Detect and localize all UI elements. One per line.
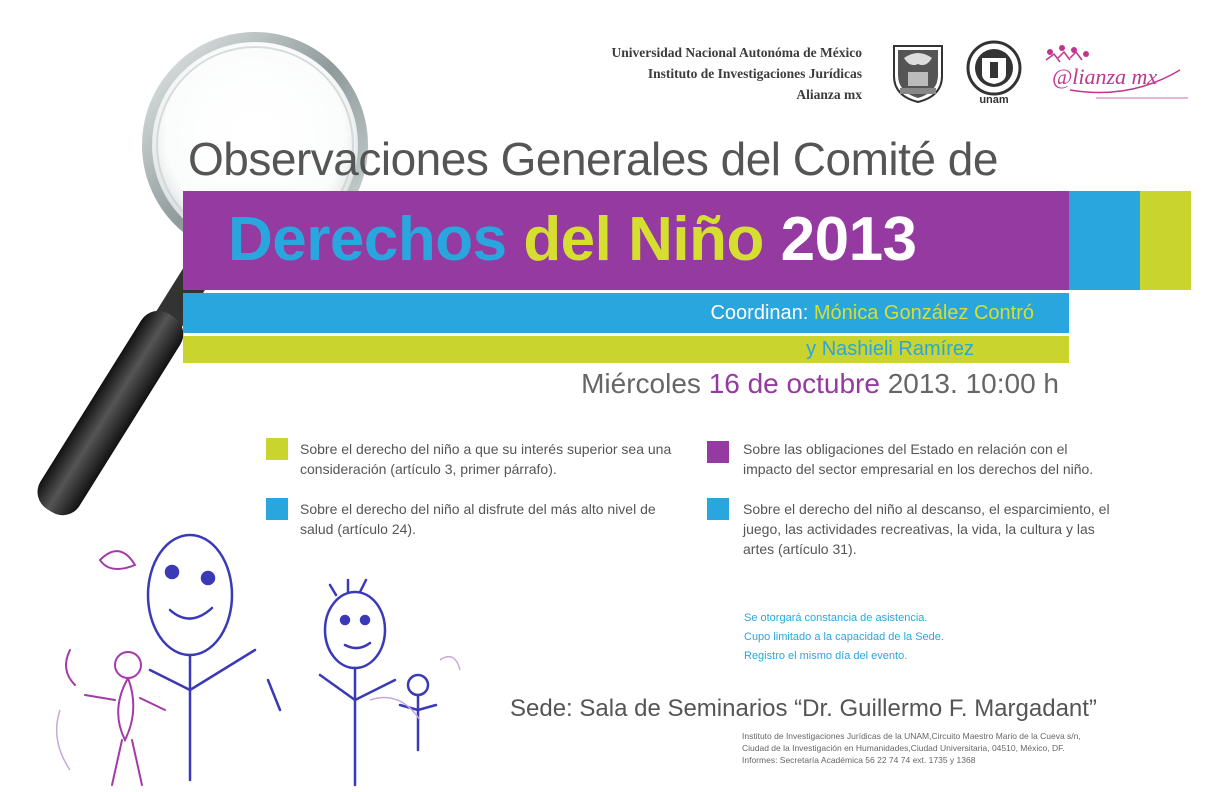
alianza-logo-text: @lianza mx	[1052, 64, 1158, 89]
topic-2-text: Sobre el derecho del niño al disfrute del más alto nivel de salud (artículo 24).	[300, 501, 656, 537]
topic-3-marker	[707, 441, 729, 463]
address-line-2: Ciudad de la Investigación en Humanidades,Ciudad Universitaria, 04510, México, DF.	[742, 743, 1065, 753]
address-line-1: Instituto de Investigaciones Jurídicas de la UNAM,Circuito Maestro Mario de la Cueva s/n,	[742, 731, 1081, 741]
topic-1-text: Sobre el derecho del niño a que su interés superior sea una consideración (artículo 3, primer párrafo).	[300, 441, 672, 477]
date-time: 2013. 10:00 h	[887, 368, 1059, 399]
institution-alianza: Alianza mx	[796, 87, 862, 102]
cyan-accent-block	[1069, 191, 1140, 290]
alianza-mx-logo	[1040, 40, 1192, 104]
date-day: Miércoles	[581, 368, 701, 399]
title-word-derechos: Derechos	[228, 205, 507, 274]
institution-unam: Universidad Nacional Autonóma de México	[611, 45, 862, 60]
address-line-3: Informes: Secretaría Académica 56 22 74 74 ext. 1735 y 1368	[742, 755, 976, 765]
topic-4-text: Sobre el derecho del niño al descanso, el esparcimiento, el juego, las actividades recreativas, la vida, la cultura y las artes (artículo 31).	[743, 501, 1110, 557]
note-certificate: Se otorgará constancia de asistencia.	[744, 612, 928, 624]
coordinator-name-2: y Nashieli Ramírez	[806, 338, 974, 360]
attendance-notes	[744, 609, 944, 666]
note-capacity: Cupo limitado a la capacidad de la Sede.	[744, 631, 944, 643]
title-year: 2013	[780, 205, 917, 274]
main-title	[228, 204, 917, 275]
topic-1-marker	[266, 438, 288, 460]
topic-3-text: Sobre las obligaciones del Estado en relación con el impacto del sector empresarial en los derechos del niño.	[743, 441, 1094, 477]
lime-accent-block	[1140, 191, 1191, 290]
institution-iij: Instituto de Investigaciones Jurídicas	[647, 66, 862, 81]
date-highlight: 16 de octubre	[708, 368, 880, 399]
topic-4-marker	[707, 498, 729, 520]
unam-badge-label: unam	[979, 94, 1009, 106]
note-registration: Registro el mismo día del evento.	[744, 650, 908, 662]
venue-title: Sede: Sala de Seminarios “Dr. Guillermo F. Margadant”	[510, 695, 1097, 722]
title-line1: Observaciones Generales del Comité de	[188, 133, 998, 185]
coordinators-prefix: Coordinan:	[710, 302, 809, 324]
coordinator-name-1: Mónica González Contró	[813, 302, 1034, 324]
event-date	[581, 368, 1059, 400]
address-block	[742, 730, 1081, 766]
coordinators-line1	[710, 302, 1034, 325]
unam-badge-icon	[964, 40, 1024, 106]
unam-shield-icon	[890, 42, 946, 104]
title-word-del-nino: del Niño	[523, 205, 764, 274]
institutions-block	[611, 42, 862, 105]
childrens-drawing-image	[40, 500, 480, 790]
